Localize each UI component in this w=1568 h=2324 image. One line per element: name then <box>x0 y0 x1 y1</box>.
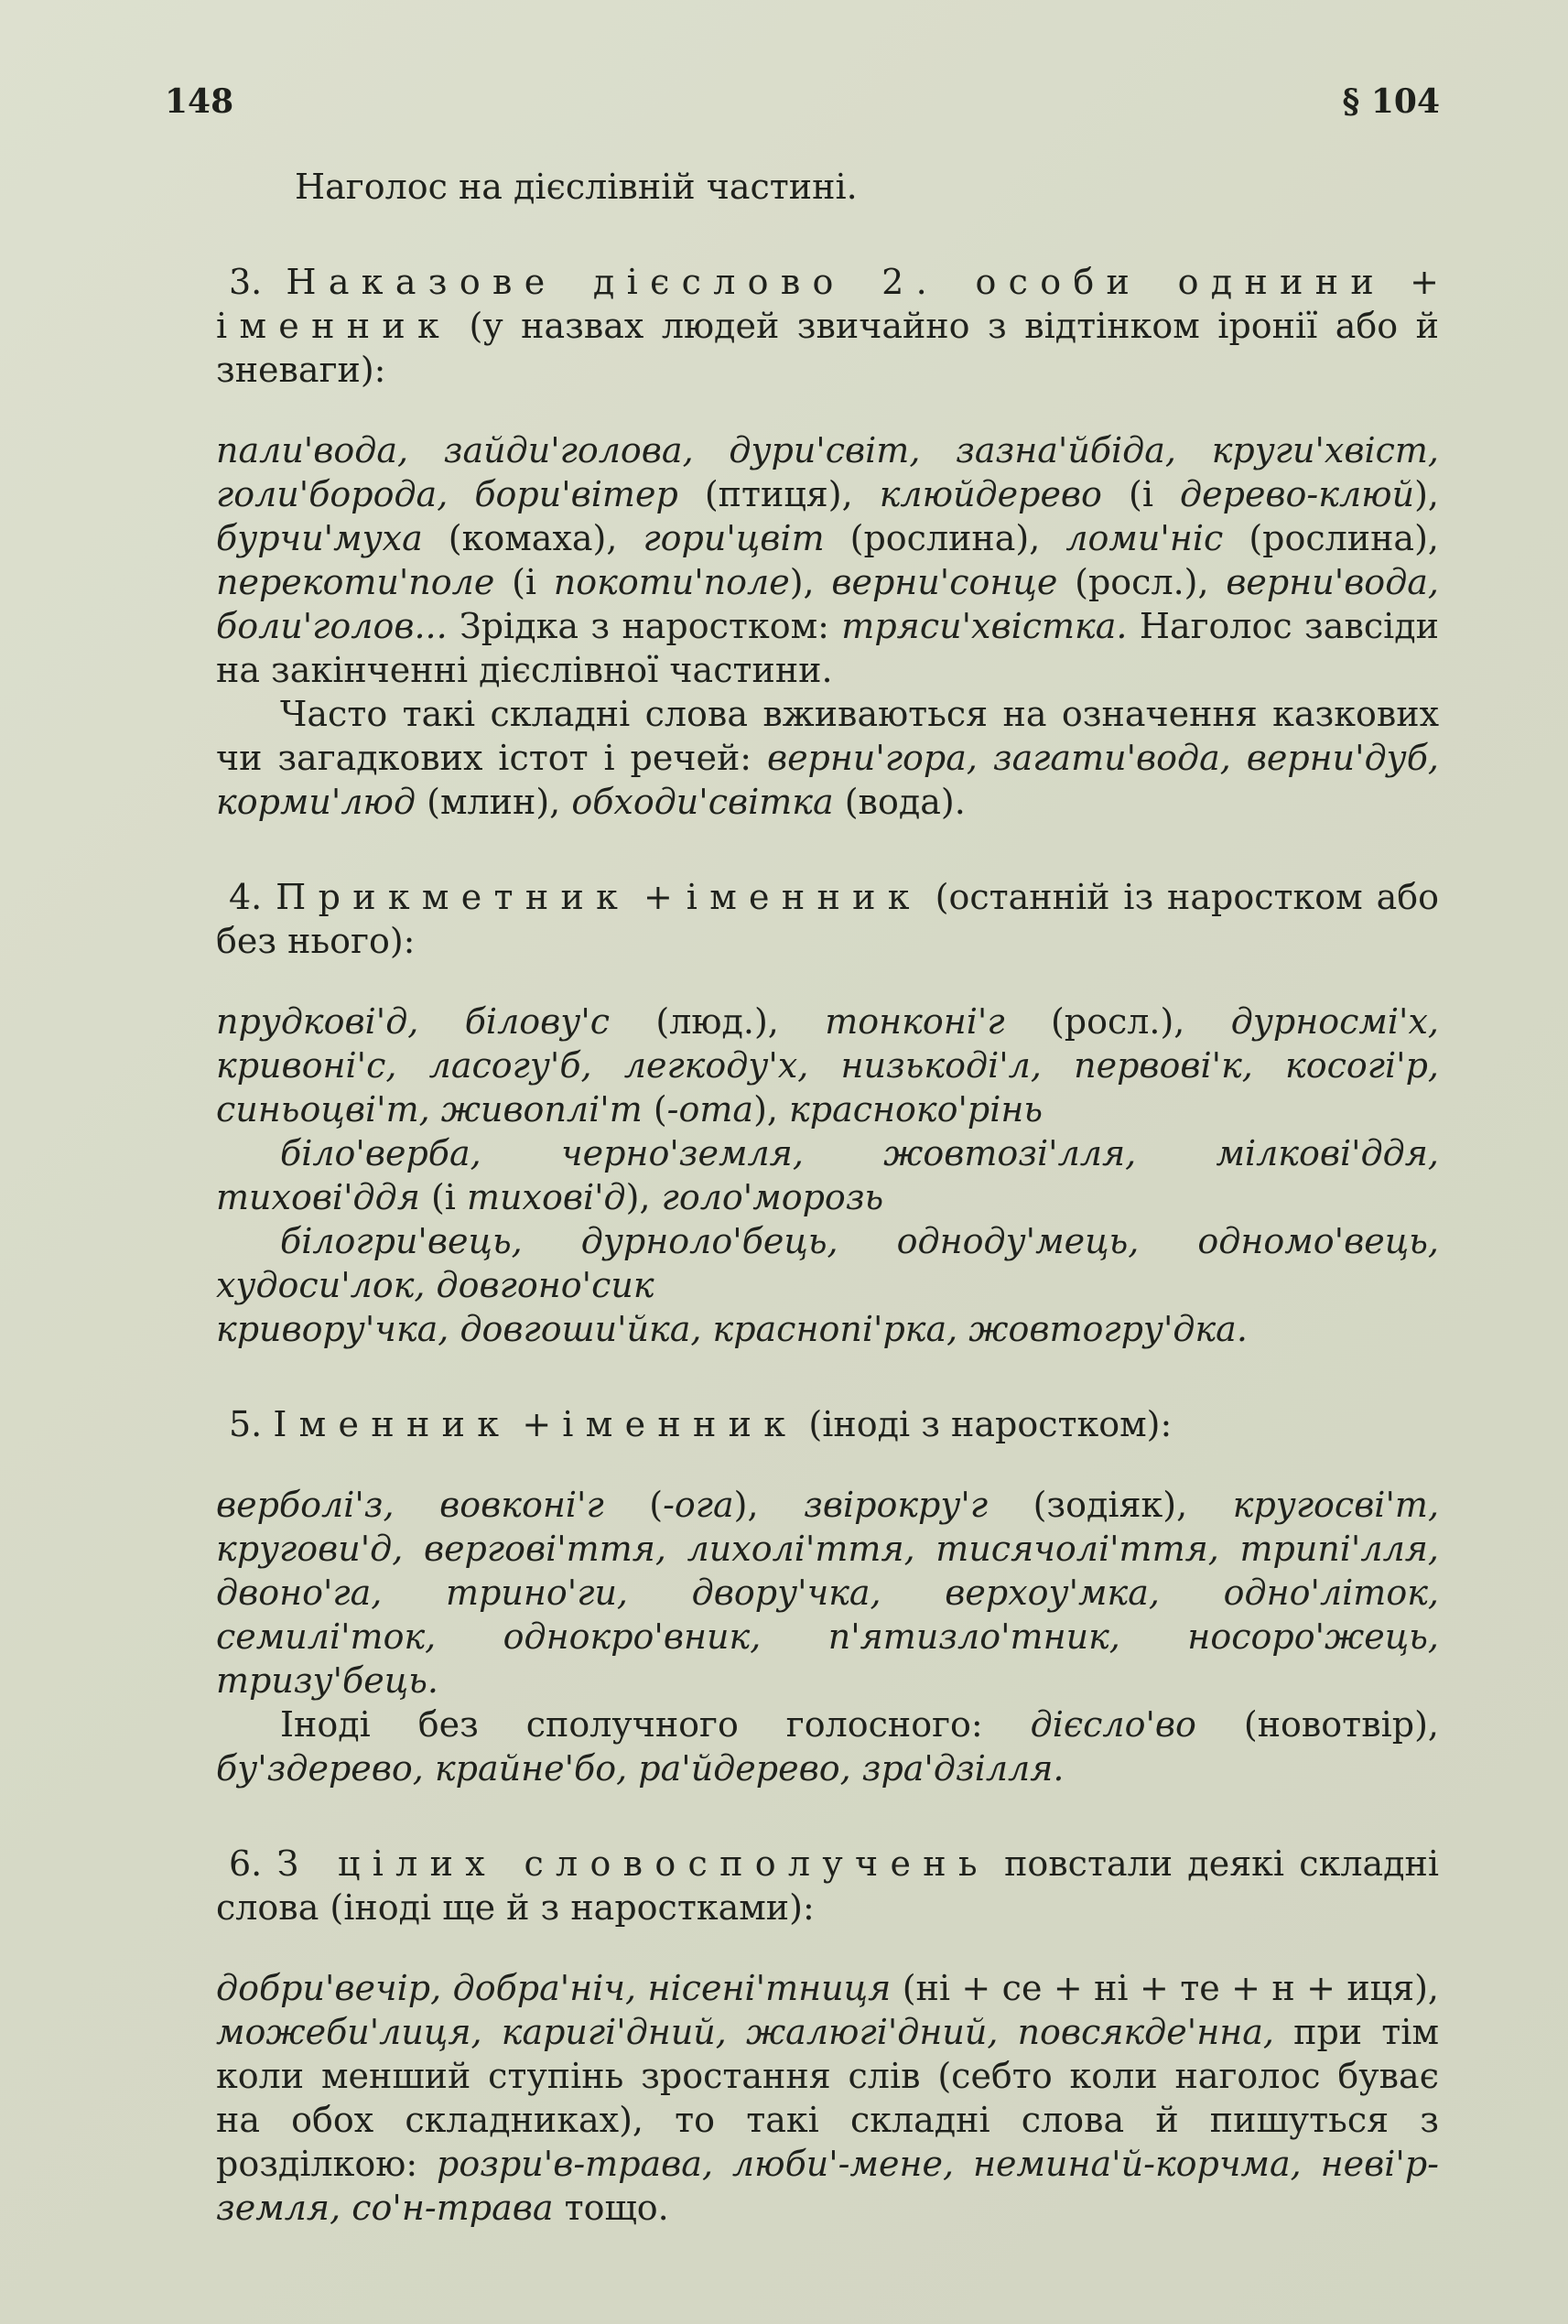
running-text: (вода). <box>833 782 966 822</box>
running-text: ), <box>1414 474 1439 514</box>
section-5-term2: іменник <box>562 1404 798 1444</box>
section-3-examples <box>216 428 1439 692</box>
running-text: Іноді без сполучного голосного: <box>280 1704 1031 1745</box>
section-3-tail: (у назвах людей звичайно з відтінком іронії або й зневаги): <box>216 306 1439 390</box>
plus-sign: + <box>643 877 673 917</box>
intro-line: Наголос на дієслівній частині. <box>295 167 858 207</box>
example-words: клюйдерево <box>879 474 1102 514</box>
plus-sign: + <box>1410 262 1439 302</box>
example-words: -ога <box>663 1485 734 1525</box>
section-4-number: 4. <box>229 877 263 917</box>
example-words: тонконі'г <box>825 1001 1005 1042</box>
section-5-number: 5. <box>229 1404 263 1444</box>
running-text: ), <box>733 1485 805 1525</box>
running-text: ), <box>625 1177 662 1217</box>
running-text: (новотвір), <box>1195 1704 1439 1745</box>
section-6-number: 6. <box>229 1843 263 1884</box>
running-text: (рослина), <box>1223 518 1439 558</box>
example-words: звірокру'г <box>804 1485 989 1525</box>
example-words: кругосві'т, кругови'д, вергові'ття, лихолі'ття, тисячолі'ття, трипі'лля, двоно'га, трино'ги, двору'чка, верхоу'мка, одно'літок, семилі'ток, однокро'вник, п'ятизло'тник, носоро'жець, тризу'бець. <box>216 1485 1440 1701</box>
section-6-heading <box>216 1842 1439 1929</box>
example-words: обходи'світка <box>571 782 834 822</box>
example-words: кривору'чка, довгоши'йка, краснопі'рка, жовтогру'дка. <box>216 1309 1248 1349</box>
example-words: прудкові'д, білову'с <box>216 1001 611 1042</box>
running-text: ), <box>789 562 832 602</box>
section-4 <box>216 875 1439 1351</box>
example-words: біло'верба, черно'земля, жовтозі'лля, мілкові'ддя, тихові'ддя <box>216 1133 1439 1217</box>
running-text: (птиця), <box>677 474 880 514</box>
section-5-examples <box>216 1483 1439 1702</box>
example-words: покоти'поле <box>553 562 790 602</box>
page-number: 148 <box>165 82 234 121</box>
example-words: добри'вечір, добра'ніч, нісені'тниця <box>216 1968 892 2008</box>
running-text: ( <box>603 1485 664 1525</box>
running-text: ( <box>642 1089 667 1130</box>
example-words: бу'здерево, крайне'бо, ра'йдерево, зра'дзілля. <box>216 1748 1065 1789</box>
running-text: (зодіяк), <box>988 1485 1233 1525</box>
section-5-term1: Іменник <box>273 1404 512 1444</box>
section-5 <box>216 1402 1439 1790</box>
example-words: пали'вода, зайди'голова, дури'світ, зазна'йбіда, круги'хвіст, голи'борода, бори'вітер <box>216 430 1439 514</box>
running-text: Наголос завсіди на закінченні дієслівної частини. <box>216 606 1439 690</box>
example-words: верни'вода, боли'голов... <box>216 562 1440 646</box>
example-words: тихові'д <box>467 1177 626 1217</box>
plus-sign: + <box>522 1404 552 1444</box>
example-words: верболі'з, вовконі'г <box>216 1485 604 1525</box>
section-4-heading <box>216 875 1439 963</box>
section-3-number: 3. <box>229 262 263 302</box>
section-3 <box>216 260 1439 824</box>
running-text: (ні + се + ні + те + н + иця), <box>891 1968 1439 2008</box>
running-text: (і <box>419 1177 468 1217</box>
running-text: (росл.), <box>1057 562 1227 602</box>
section-6 <box>216 1842 1439 2230</box>
example-words: верни'гора, загати'вода, верни'дуб, корми'люд <box>216 738 1439 822</box>
section-6-examples <box>216 1966 1439 2230</box>
running-text: ), <box>753 1089 790 1130</box>
example-words: бурчи'муха <box>216 518 423 558</box>
section-3-note <box>216 692 1439 824</box>
running-text: (росл.), <box>1004 1001 1231 1042</box>
running-text: (люд.), <box>610 1001 826 1042</box>
section-4-group-3 <box>216 1219 1439 1307</box>
running-text: (комаха), <box>422 518 643 558</box>
section-4-tail: (останній із наростком або без нього): <box>216 877 1439 961</box>
section-3-heading <box>216 260 1439 392</box>
running-text: (млин), <box>416 782 572 822</box>
section-marker: § 104 <box>1342 82 1440 121</box>
section-4-term2: іменник <box>686 877 922 917</box>
example-words: дієсло'во <box>1030 1704 1196 1745</box>
running-text: Часто такі складні слова вживаються на означення казкових чи загадкових істот і речей: <box>216 694 1439 778</box>
running-text: (і <box>494 562 554 602</box>
example-words: верни'сонце <box>831 562 1058 602</box>
example-words: розри'в-трава, люби'-мене, немина'й-корчма, неві'р-земля, со'н-трава <box>216 2144 1440 2228</box>
section-6-tail: повстали деякі складні слова (іноді ще й з наростками): <box>216 1843 1439 1928</box>
section-4-group-4 <box>216 1307 1439 1351</box>
example-words: перекоти'поле <box>216 562 495 602</box>
running-text: (рослина), <box>824 518 1066 558</box>
running-text: при тім коли менший ступінь зростання слів (себто коли наголос буває на обох складниках), то такі складні слова й пишуться з розділкою: <box>216 2012 1440 2184</box>
section-4-group-2 <box>216 1131 1439 1219</box>
running-text: (і <box>1101 474 1181 514</box>
running-text: тощо. <box>553 2188 669 2228</box>
example-words: дерево-клюй <box>1180 474 1415 514</box>
section-5-tail: (іноді з наростком): <box>797 1404 1173 1444</box>
example-words: можеби'лиця, каригі'дний, жалюгі'дний, повсякде'нна, <box>216 2012 1274 2052</box>
example-words: білогри'вець, дурноло'бець, одноду'мець, одномо'вець, худоси'лок, довгоно'сик <box>216 1221 1439 1305</box>
example-words: голо'морозь <box>661 1177 884 1217</box>
section-3-term1: Наказове дієслово 2. особи однини <box>286 262 1387 302</box>
section-5-note <box>216 1702 1439 1790</box>
section-4-term1: Прикметник <box>276 877 631 917</box>
page-body <box>216 165 1439 2281</box>
example-words: -ота <box>666 1089 754 1130</box>
running-text: Зрідка з наростком: <box>447 606 842 646</box>
example-words: красноко'рінь <box>789 1089 1044 1130</box>
example-words: гори'цвіт <box>643 518 825 558</box>
section-5-heading <box>216 1402 1439 1446</box>
section-6-term1: З цілих словосполучень <box>276 1843 989 1884</box>
example-words: тряси'хвістка. <box>841 606 1128 646</box>
section-4-group-1 <box>216 1000 1439 1131</box>
section-3-term2: іменник <box>216 306 452 346</box>
example-words: дурносмі'х, кривоні'с, ласогу'б, легкоду'х, низькоді'л, первові'к, косогі'р, синьоцві'т, живоплі'т <box>216 1001 1440 1130</box>
example-words: ломи'ніс <box>1065 518 1224 558</box>
